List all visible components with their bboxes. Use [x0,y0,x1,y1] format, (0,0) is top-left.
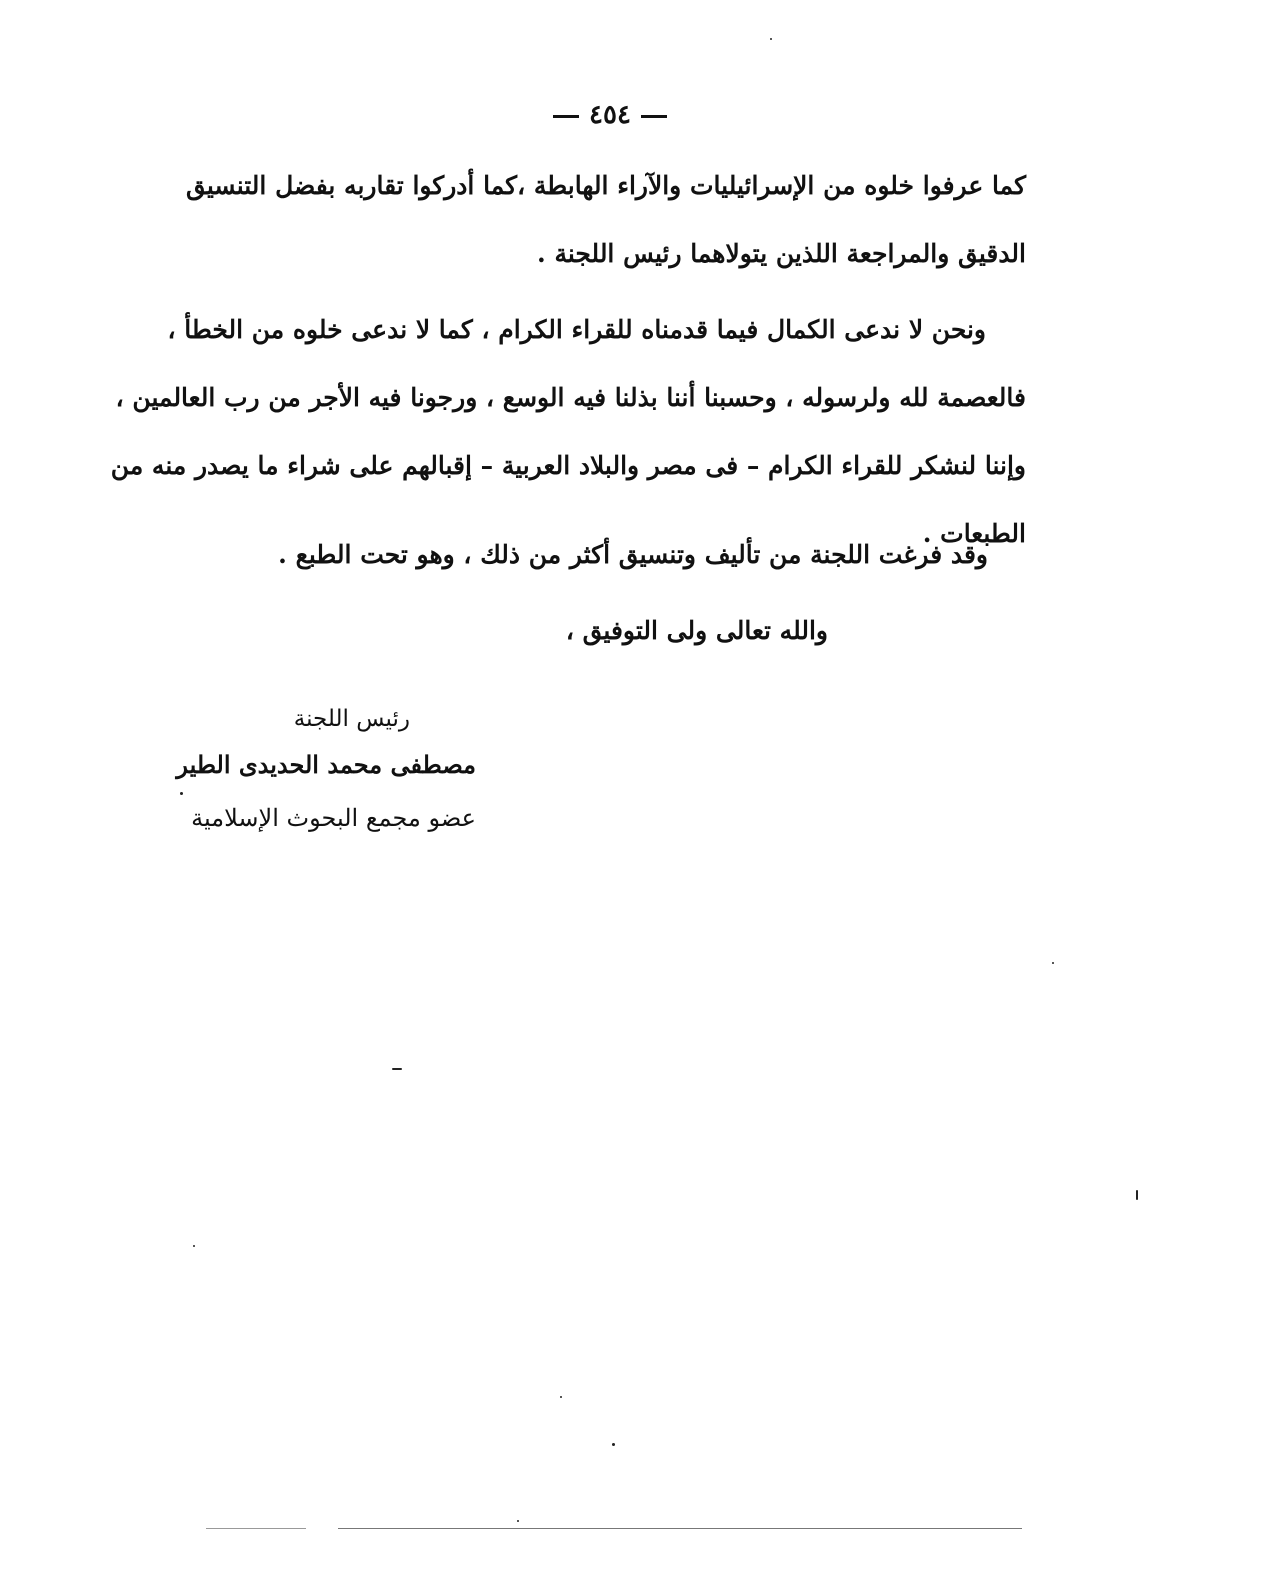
paragraph-1 [186,152,1026,288]
page-number-header [540,100,680,130]
signature-role: عضو مجمع البحوث الإسلامية [191,804,476,832]
paragraph-2-line-4: الطبعات . [922,519,1026,548]
signature-title: رئيس اللجنة [293,706,410,732]
signature-block [176,706,476,848]
paragraph-1-line-2: الدقيق والمراجعة اللذين يتولاهما رئيس اللجنة . [537,239,1026,268]
paragraph-2-line-2: فالعصمة لله ولرسوله ، وحسبنا أننا بذلنا فيه الوسع ، ورجونا فيه الأجر من رب العالمين ، [115,383,1026,412]
right-dash [553,115,579,118]
scan-speck [770,38,772,40]
signature-name: مصطفى محمد الحديدى الطير [176,750,476,779]
bottom-rule [338,1528,1022,1529]
paragraph-1-line-1: كما عرفوا خلوه من الإسرائيليات والآراء الهابطة ،كما أدركوا تقاربه بفضل التنسيق [186,171,1026,200]
closing-line: والله تعالى ولى التوفيق ، [565,616,828,645]
scan-speck [1136,1190,1138,1200]
scan-speck [193,1245,195,1247]
scan-speck [1052,962,1054,964]
scan-speck [560,1396,562,1398]
scan-speck [180,792,183,795]
page-number: ٤٥٤ [589,100,631,130]
paragraph-2-line-1: ونحن لا ندعى الكمال فيما قدمناه للقراء الكرام ، كما لا ندعى خلوه من الخطأ ، [167,315,986,344]
bottom-rule-left [206,1528,306,1529]
paragraph-3: وقد فرغت اللجنة من تأليف وتنسيق أكثر من ذلك ، وهو تحت الطبع . [278,540,988,569]
scan-speck [612,1443,615,1446]
left-dash [641,115,667,118]
paragraph-2 [110,296,1026,568]
paragraph-2-line-3: وإننا لنشكر للقراء الكرام – فى مصر والبلاد العربية – إقبالهم على شراء ما يصدر منه من [110,451,1026,480]
scan-speck [517,1520,519,1522]
scan-speck [392,1068,402,1070]
